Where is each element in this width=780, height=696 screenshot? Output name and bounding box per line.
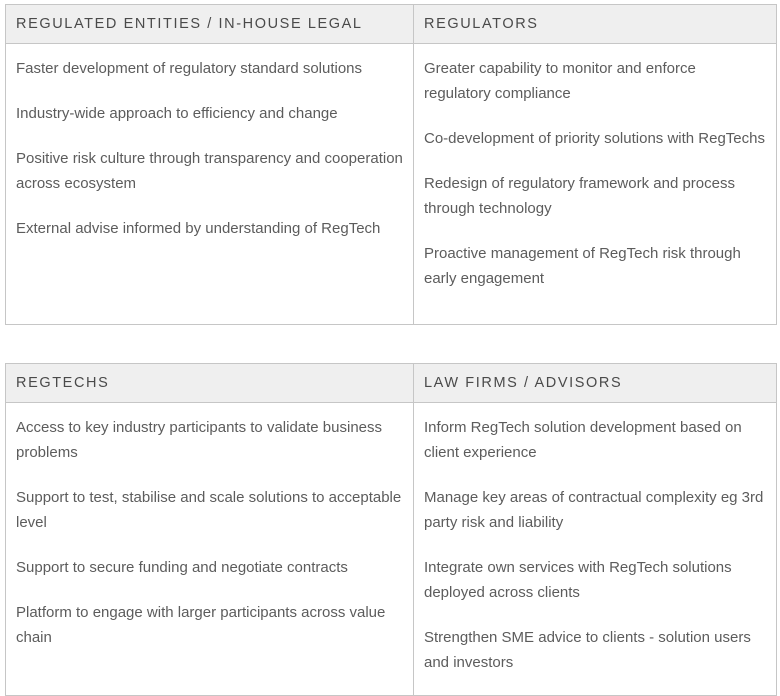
- table-row: [6, 44, 777, 325]
- list-item: Faster development of regulatory standard solutions: [16, 60, 363, 77]
- regulated-entities-cell: [6, 44, 414, 325]
- benefit-list: [424, 56, 766, 291]
- list-item: Inform RegTech solution development based on client experience: [424, 419, 742, 461]
- list-item: Access to key industry participants to validate business problems: [16, 419, 383, 461]
- column-header-regtechs: REGTECHS: [6, 364, 414, 403]
- benefit-list: [16, 415, 403, 650]
- list-item: Proactive management of RegTech risk through early engagement: [424, 245, 741, 287]
- regulators-cell: [414, 44, 777, 325]
- regtechs-cell: [6, 403, 414, 696]
- column-header-regulated-entities: REGULATED ENTITIES / IN-HOUSE LEGAL: [6, 5, 414, 44]
- table-row: [6, 403, 777, 696]
- list-item: Co-development of priority solutions with RegTechs: [424, 130, 765, 147]
- benefits-table-bottom: [5, 363, 777, 696]
- list-item: Industry-wide approach to efficiency and change: [16, 105, 338, 122]
- list-item: External advise informed by understanding of RegTech: [16, 220, 381, 237]
- column-header-regulators: REGULATORS: [414, 5, 777, 44]
- list-item: Manage key areas of contractual complexity eg 3rd party risk and liability: [424, 489, 764, 531]
- list-item: Support to secure funding and negotiate contracts: [16, 559, 348, 576]
- table-header-row: [6, 5, 777, 44]
- benefit-list: [16, 56, 403, 241]
- list-item: Positive risk culture through transparency and cooperation across ecosystem: [16, 150, 403, 192]
- column-header-law-firms: LAW FIRMS / ADVISORS: [414, 364, 777, 403]
- list-item: Integrate own services with RegTech solutions deployed across clients: [424, 559, 732, 601]
- benefits-table-top: [5, 4, 777, 325]
- list-item: Support to test, stabilise and scale solutions to acceptable level: [16, 489, 402, 531]
- list-item: Platform to engage with larger participants across value chain: [16, 604, 386, 646]
- table-header-row: [6, 364, 777, 403]
- law-firms-cell: [414, 403, 777, 696]
- benefit-list: [424, 415, 766, 675]
- list-item: Greater capability to monitor and enforce regulatory compliance: [424, 60, 696, 102]
- list-item: Strengthen SME advice to clients - solution users and investors: [424, 629, 751, 671]
- list-item: Redesign of regulatory framework and process through technology: [424, 175, 735, 217]
